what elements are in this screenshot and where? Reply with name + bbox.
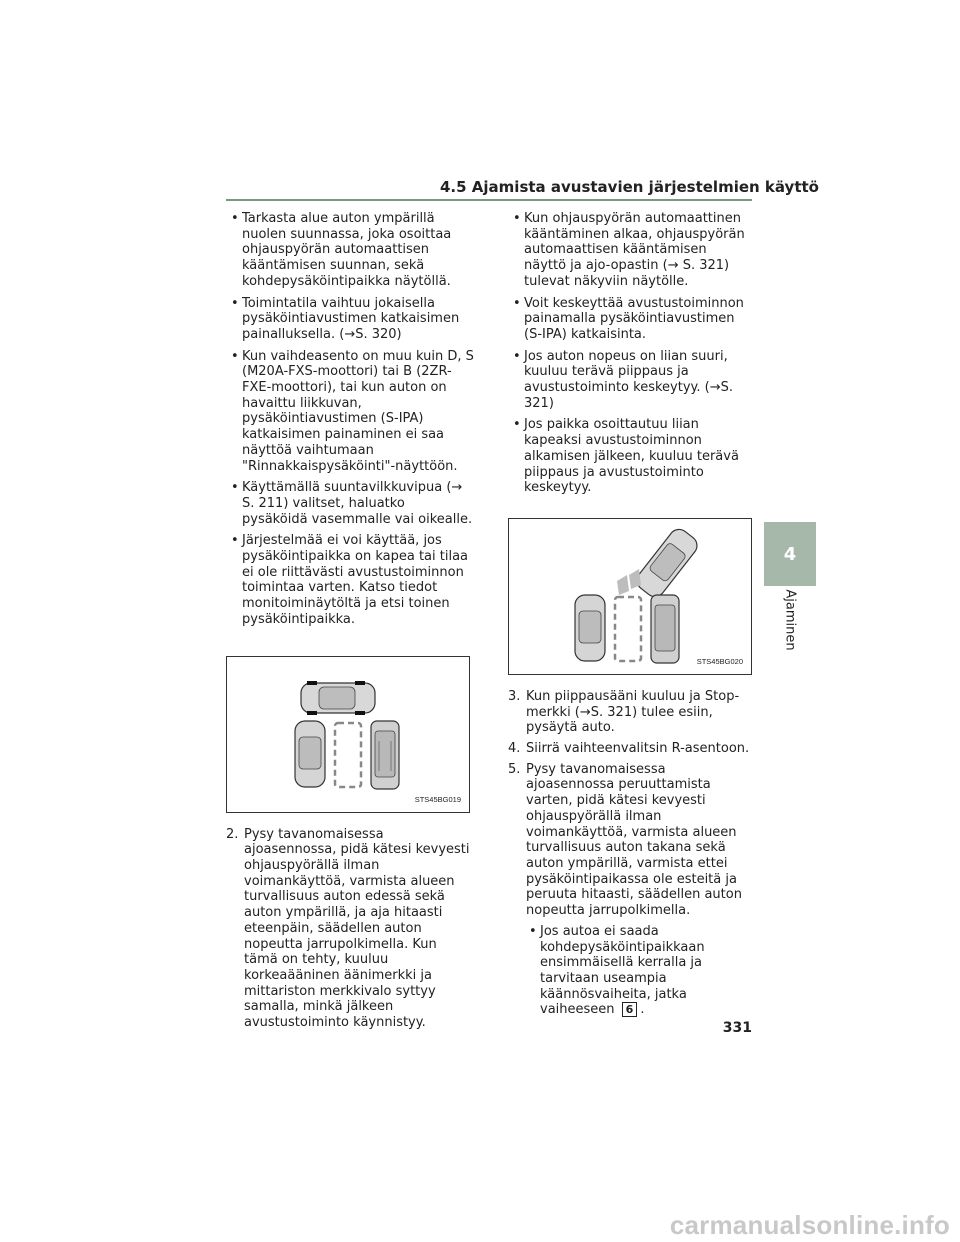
step-number: 2. bbox=[226, 826, 239, 842]
target-space-outline bbox=[615, 597, 641, 661]
step-text: Pysy tavanomaisessa ajoasennossa, pidä kätesi kevyesti ohjauspyörällä ilman voimankäyttöä, varmista alueen turvallisuus auton edessä sekä auton ympärillä, ja aja hitaasti eteenpäin, säädellen auton nopeutta jarrupolkimella. Kun tämä on tehty, kuuluu korkeaääninen äänimerkki ja mittariston merkkivalo syttyy samalla, minkä jälkeen avustustoiminto käynnistyy. bbox=[244, 826, 470, 1031]
step-item bbox=[226, 827, 474, 1031]
step-number: 5. bbox=[508, 761, 521, 777]
moving-car-icon bbox=[633, 525, 701, 600]
bullet-end: . bbox=[640, 1002, 645, 1018]
step-text: Kun piippausääni kuuluu ja Stop-merkki (→S. 321) tulee esiin, pysäytä auto. bbox=[526, 688, 740, 736]
parked-car-left-icon bbox=[575, 595, 605, 661]
left-column bbox=[226, 211, 474, 1036]
bullet-item: • Käyttämällä suuntavilkkuvipua (→ S. 211) valitset, haluatko pysäköidä vasemmalle vai oikealle. bbox=[226, 480, 474, 527]
bullet-item: • Järjestelmää ei voi käyttää, jos pysäköintipaikka on kapea tai tilaa ei ole riittävästi avustustoiminnon toimintaa varten. Katso tiedot monitoiminäytöltä ja etsi toinen pysäköintipaikka. bbox=[226, 533, 474, 627]
right-column bbox=[508, 211, 752, 1024]
bullet-item: • Jos paikka osoittautuu liian kapeaksi avustustoiminnon alkamisen jälkeen, kuuluu terävä piippaus ja avustustoiminto keskeytyy. bbox=[508, 417, 752, 496]
step-item bbox=[508, 689, 752, 736]
parking-diagram-stop bbox=[508, 518, 752, 675]
parking-illustration bbox=[509, 519, 753, 676]
step-text: Pysy tavanomaisessa ajoasennossa peruuttamista varten, pidä kätesi kevyesti ohjauspyörällä ilman voimankäyttöä, varmista alueen turvallisuus auton takana sekä auton ympärillä, varmista ettei pysäköintipaikassa ole esteitä ja peruuta hitaasti, säädellen auton nopeutta jarrupolkimella. bbox=[526, 761, 742, 919]
motion-arrow-icon bbox=[617, 569, 641, 595]
step-reference-badge: 6 bbox=[622, 1002, 638, 1017]
parked-car-right-icon bbox=[371, 721, 399, 789]
step-text: Siirrä vaihteenvalitsin R-asentoon. bbox=[526, 741, 750, 757]
header-divider bbox=[226, 199, 752, 201]
bullet-item: • Tarkasta alue auton ympärillä nuolen suunnassa, joka osoittaa ohjauspyörän automaattisen kääntämisen suunnan, sekä kohdepysäköintipaikka näytöllä. bbox=[226, 211, 474, 290]
watermark: carmanualsonline.info bbox=[669, 1210, 950, 1240]
bullet-item: • Toimintatila vaihtuu jokaisella pysäköintiavustimen katkaisimen painalluksella. (→S. 320) bbox=[226, 296, 474, 343]
step-number: 3. bbox=[508, 688, 521, 704]
moving-car-icon bbox=[301, 681, 375, 715]
bullet-item: • Kun vaihdeasento on muu kuin D, S (M20A-FXS-moottori) tai B (2ZR-FXE-moottori), tai kun auton on havaittu liikkuvan, pysäköintiavustimen (S-IPA) katkaisimen painaminen ei saa näyttöä vaihtumaan "Rinnakkaispysäköinti"-näyttöön. bbox=[226, 349, 474, 475]
bullet-item bbox=[524, 924, 752, 1018]
step-item bbox=[508, 741, 752, 757]
target-space-outline bbox=[335, 723, 361, 787]
bullet-item: • Kun ohjauspyörän automaattinen kääntäminen alkaa, ohjauspyörän automaattisen kääntämisen näyttö ja ajo-opastin (→ S. 321) tulevat näkyviin näytölle. bbox=[508, 211, 752, 290]
parking-diagram-forward bbox=[226, 656, 470, 813]
step-number: 4. bbox=[508, 741, 521, 757]
parked-car-left-icon bbox=[295, 721, 325, 787]
parking-illustration bbox=[227, 657, 471, 814]
chapter-title: 4.5 Ajamista avustavien järjestelmien käyttö bbox=[440, 178, 819, 196]
chapter-tab-number: 4 bbox=[783, 544, 797, 565]
step-item bbox=[508, 762, 752, 919]
bullet-item: • Voit keskeyttää avustustoiminnon painamalla pysäköintiavustimen (S-IPA) katkaisinta. bbox=[508, 296, 752, 343]
parked-car-right-icon bbox=[651, 595, 679, 663]
figure-code: STS45BG020 bbox=[696, 657, 743, 667]
bullet-item: • Jos auton nopeus on liian suuri, kuuluu terävä piippaus ja avustustoiminto keskeytyy. (→S. 321) bbox=[508, 349, 752, 412]
bullet-text: Jos autoa ei saada kohdepysäköintipaikkaan ensimmäisellä kerralla ja tarvitaan useampia käännösvaiheita, jatka vaiheeseen bbox=[540, 923, 705, 1018]
chapter-tab-label: Ajaminen bbox=[782, 589, 798, 651]
figure-code: STS45BG019 bbox=[414, 794, 461, 804]
page-number: 331 bbox=[722, 1020, 752, 1036]
